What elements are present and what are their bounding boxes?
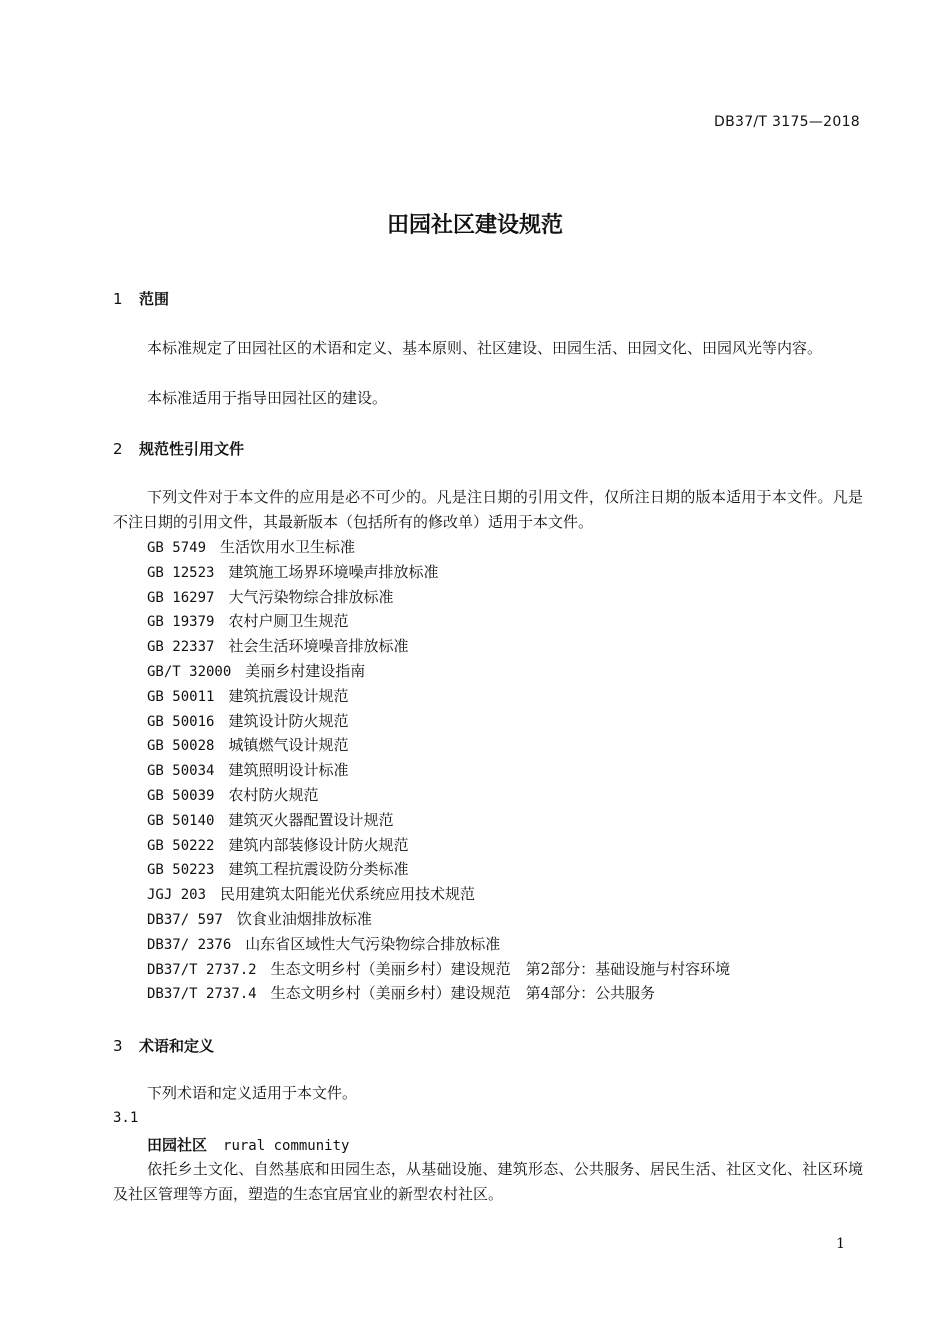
terms-intro: 下列术语和定义适用于本文件。 (147, 1084, 358, 1102)
reference-item (147, 611, 348, 632)
reference-item (147, 785, 318, 806)
reference-item (147, 760, 348, 781)
section-title: 术语和定义 (139, 1037, 215, 1055)
reference-title: 农村防火规范 (228, 786, 319, 804)
reference-code: DB37/T 2737.2 (147, 961, 257, 978)
reference-code: GB 50016 (147, 713, 215, 730)
reference-code: DB37/ 597 (147, 912, 223, 928)
reference-title: 生活饮用水卫生标准 (220, 538, 356, 556)
reference-code: GB 50039 (147, 788, 215, 804)
references-intro: 下列文件对于本文件的应用是必不可少的。凡是注日期的引用文件，仅所注日期的版本适用于本文件。凡是不注日期的引用文件，其最新版本（包括所有的修改单）适用于本文件。 (113, 488, 863, 531)
reference-code: GB 50223 (147, 862, 215, 879)
reference-code: GB 50034 (147, 763, 215, 780)
reference-code: GB 12523 (147, 564, 215, 581)
reference-title: 建筑施工场界环境噪声排放标准 (228, 562, 439, 581)
reference-code: GB 5749 (147, 540, 207, 556)
term-entry (147, 1134, 349, 1155)
section-number: 3 (113, 1037, 123, 1055)
section-number: 1 (113, 290, 123, 308)
section-number: 2 (113, 440, 123, 458)
reference-item (147, 537, 355, 558)
reference-item (147, 735, 348, 756)
reference-title: 社会生活环境噪音排放标准 (228, 637, 409, 656)
reference-title: 建筑工程抗震设防分类标准 (228, 860, 409, 879)
reference-item (147, 810, 393, 831)
section-3-heading (113, 1035, 214, 1056)
term-english: rural community (223, 1138, 350, 1154)
reference-code: GB 16297 (147, 589, 215, 606)
section-2-heading (113, 438, 244, 459)
section-1-heading (113, 288, 169, 309)
reference-item (147, 934, 500, 955)
reference-title: 大气污染物综合排放标准 (228, 587, 394, 606)
section-title: 规范性引用文件 (139, 440, 245, 458)
reference-code: GB 50011 (147, 688, 215, 705)
reference-title: 农村户厕卫生规范 (228, 612, 349, 631)
reference-title: 生态文明乡村（美丽乡村）建设规范 第4部分：公共服务 (270, 984, 656, 1003)
scope-paragraph-2: 本标准适用于指导田园社区的建设。 (147, 389, 388, 407)
standard-code: DB37/T 3175—2018 (714, 114, 860, 130)
reference-item (147, 835, 408, 856)
term-chinese: 田园社区 (147, 1136, 208, 1154)
reference-code: GB 50028 (147, 738, 215, 755)
reference-item (147, 909, 372, 930)
reference-title: 建筑灭火器配置设计规范 (228, 810, 394, 829)
reference-item (147, 661, 365, 682)
reference-title: 山东省区域性大气污染物综合排放标准 (245, 934, 501, 953)
scope-paragraph-1: 本标准规定了田园社区的术语和定义、基本原则、社区建设、田园生活、田园文化、田园风光等内容。 (147, 339, 823, 357)
reference-item (147, 859, 408, 880)
page-number: 1 (836, 1236, 845, 1252)
reference-title: 美丽乡村建设指南 (245, 662, 366, 680)
reference-item (147, 959, 730, 980)
reference-title: 建筑照明设计标准 (228, 761, 349, 780)
reference-item (147, 686, 348, 707)
reference-title: 饮食业油烟排放标准 (236, 910, 372, 928)
reference-title: 城镇燃气设计规范 (228, 736, 349, 755)
reference-title: 建筑内部装修设计防火规范 (228, 835, 409, 854)
section-title: 范围 (139, 290, 170, 308)
reference-code: DB37/ 2376 (147, 936, 232, 953)
clause-number: 3.1 (113, 1110, 139, 1126)
reference-title: 生态文明乡村（美丽乡村）建设规范 第2部分：基础设施与村容环境 (270, 959, 731, 978)
reference-item (147, 587, 393, 608)
reference-item (147, 562, 438, 583)
reference-title: 建筑设计防火规范 (228, 711, 349, 730)
reference-code: GB 50222 (147, 837, 215, 854)
reference-code: DB37/T 2737.4 (147, 986, 257, 1003)
reference-code: JGJ 203 (147, 887, 207, 904)
reference-item (147, 711, 348, 732)
reference-item (147, 884, 475, 905)
reference-title: 民用建筑太阳能光伏系统应用技术规范 (220, 885, 476, 904)
document-title: 田园社区建设规范 (386, 213, 563, 238)
reference-title: 建筑抗震设计规范 (228, 686, 349, 705)
reference-item (147, 636, 408, 657)
term-definition: 依托乡土文化、自然基底和田园生态，从基础设施、建筑形态、公共服务、居民生活、社区文化、社区环境及社区管理等方面，塑造的生态宜居宜业的新型农村社区。 (113, 1160, 863, 1203)
reference-code: GB 22337 (147, 639, 215, 656)
reference-code: GB 19379 (147, 614, 215, 631)
reference-code: GB 50140 (147, 812, 215, 829)
reference-item (147, 983, 655, 1004)
reference-code: GB/T 32000 (147, 664, 232, 680)
